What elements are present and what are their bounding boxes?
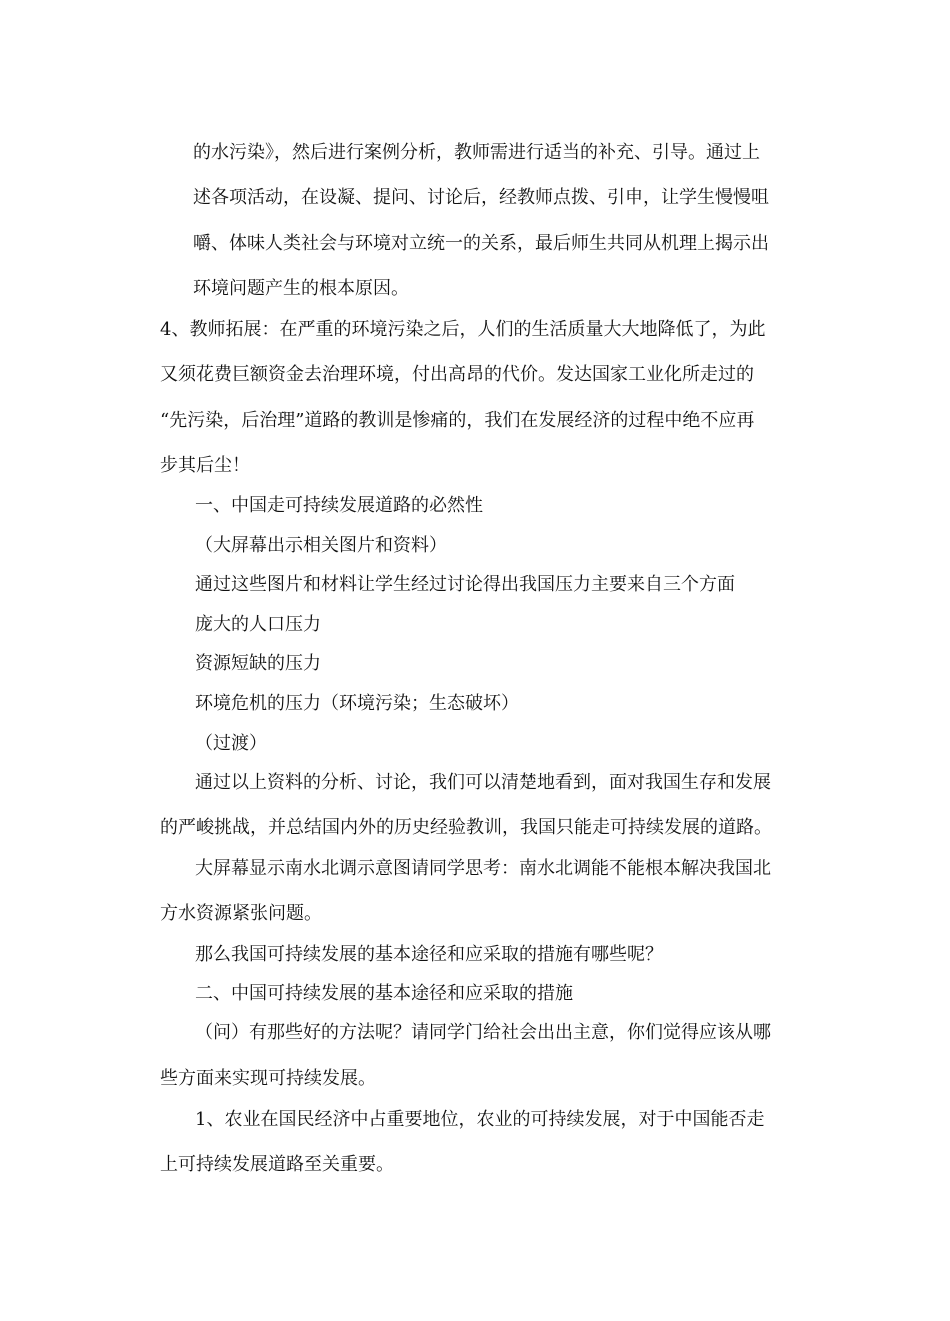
text-line-17: 的严峻挑战，并总结国内外的历史经验教训，我国只能走可持续发展的道路。 [160,817,772,838]
text-line-18: 大屏幕显示南水北调示意图请同学思考：南水北调能不能根本解决我国北 [195,858,771,879]
text-line-3: 嚼、体味人类社会与环境对立统一的关系，最后师生共同从机理上揭示出 [193,233,769,254]
text-line-22: （问）有那些好的方法呢？请同学门给社会出出主意，你们觉得应该从哪 [195,1022,771,1043]
section-heading-1: 一、中国走可持续发展道路的必然性 [195,495,483,516]
text-line-1: 的水污染》，然后进行案例分析，教师需进行适当的补充、引导。通过上 [193,142,760,163]
text-line-7: “先污染，后治理”道路的教训是惨痛的，我们在发展经济的过程中绝不应再 [160,410,755,431]
text-line-13: 资源短缺的压力 [195,653,321,674]
text-line-8: 步其后尘！ [160,455,250,476]
text-line-10: （大屏幕出示相关图片和资料） [195,535,447,556]
text-line-2: 述各项活动，在设凝、提问、讨论后，经教师点拨、引申，让学生慢慢咀 [193,187,769,208]
text-line-11: 通过这些图片和材料让学生经过讨论得出我国压力主要来自三个方面 [195,574,735,595]
text-line-14: 环境危机的压力（环境污染；生态破坏） [195,693,519,714]
text-line-20: 那么我国可持续发展的基本途径和应采取的措施有哪些呢？ [195,944,663,965]
text-line-23: 些方面来实现可持续发展。 [160,1068,376,1089]
text-line-6: 又须花费巨额资金去治理环境，付出高昂的代价。发达国家工业化所走过的 [160,364,754,385]
text-line-12: 庞大的人口压力 [195,614,321,635]
text-line-5: 4、教师拓展：在严重的环境污染之后，人们的生活质量大大地降低了，为此 [160,319,766,340]
text-line-16: 通过以上资料的分析、讨论，我们可以清楚地看到，面对我国生存和发展 [195,772,771,793]
section-heading-2: 二、中国可持续发展的基本途径和应采取的措施 [195,983,573,1004]
text-line-4: 环境问题产生的根本原因。 [193,278,409,299]
text-line-25: 上可持续发展道路至关重要。 [160,1154,394,1175]
text-line-24: 1、农业在国民经济中占重要地位，农业的可持续发展，对于中国能否走 [195,1109,765,1130]
text-line-19: 方水资源紧张问题。 [160,903,322,924]
text-line-15: （过渡） [195,733,267,754]
